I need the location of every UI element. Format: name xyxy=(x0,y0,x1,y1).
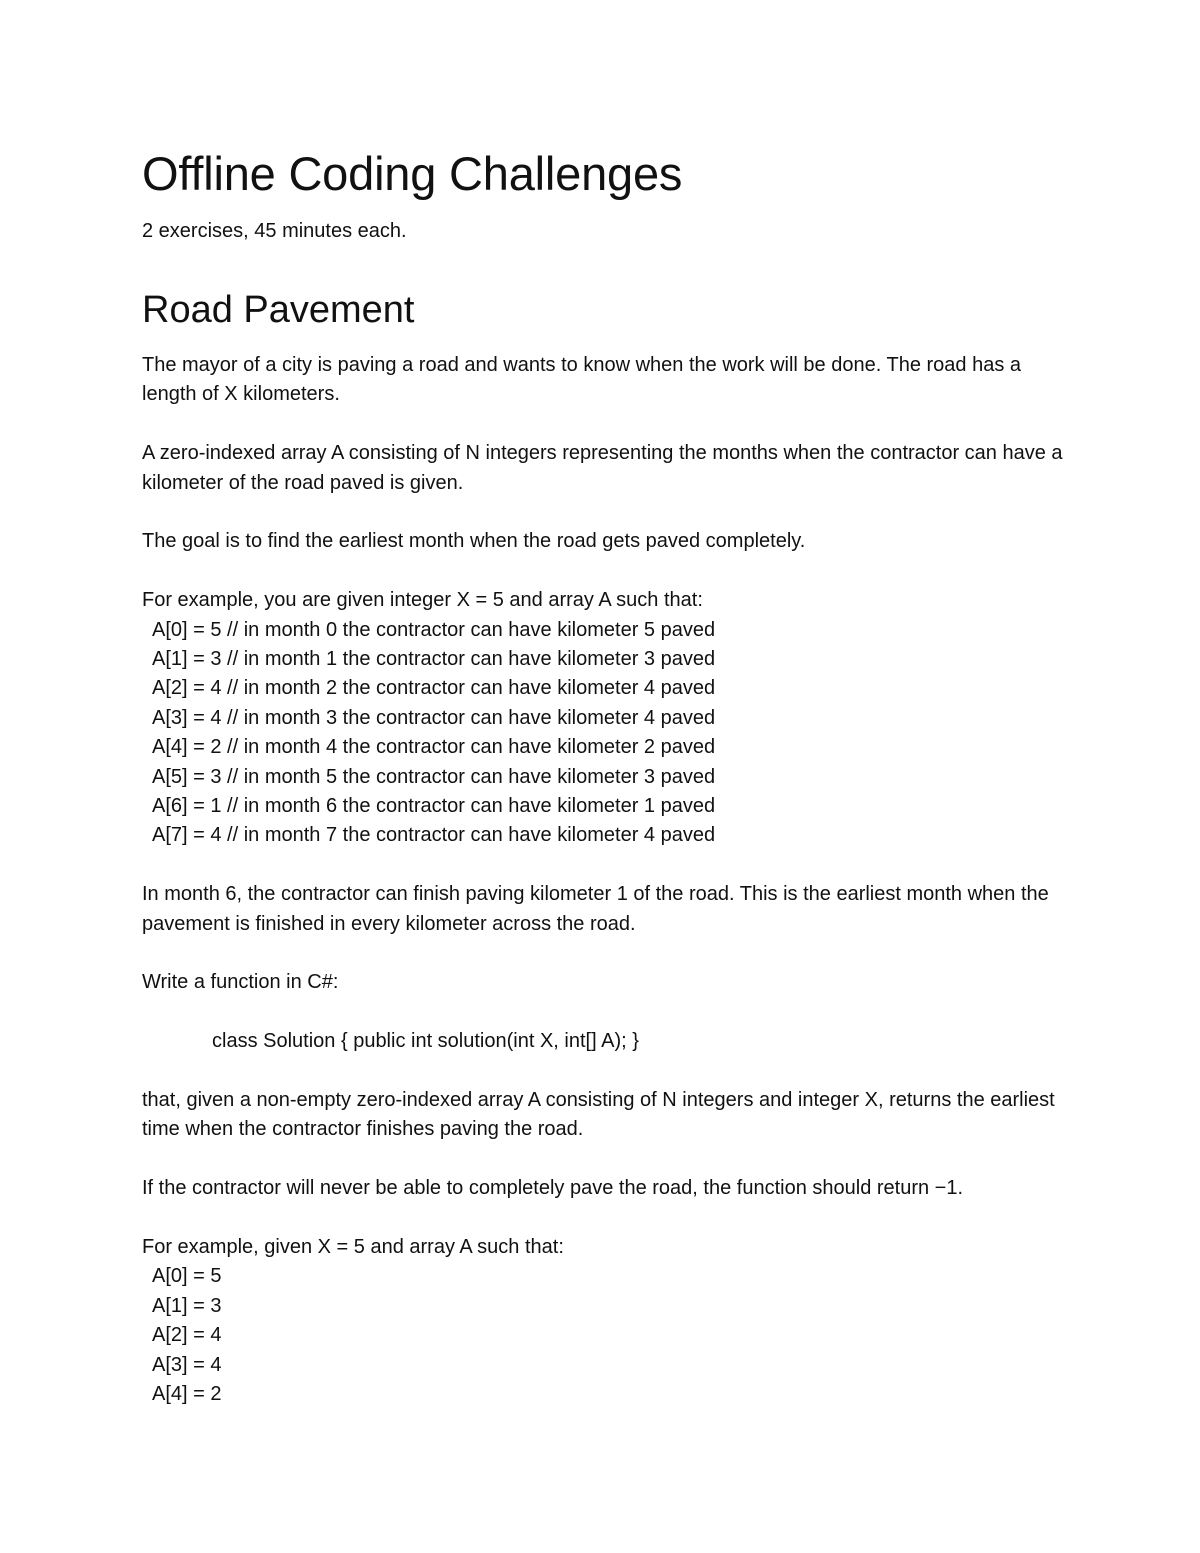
paragraph-intro-1: The mayor of a city is paving a road and wants to know when the work will be done. The road has a length of X kilometers. xyxy=(142,354,1022,406)
array-line: A[0] = 5 // in month 0 the contractor can have kilometer 5 paved xyxy=(152,618,716,641)
array-line: A[7] = 4 // in month 7 the contractor can have kilometer 4 paved xyxy=(152,824,716,847)
document-body xyxy=(142,351,1072,1409)
code-signature: class Solution { public int solution(int X, int[] A); } xyxy=(212,1030,639,1053)
paragraph-example-2-intro: For example, given X = 5 and array A such that: xyxy=(142,1236,564,1259)
array-line: A[2] = 4 xyxy=(152,1324,222,1347)
section-heading: Road Pavement xyxy=(142,289,415,331)
array-line: A[0] = 5 xyxy=(152,1265,222,1288)
paragraph-goal: The goal is to find the earliest month when the road gets paved completely. xyxy=(142,530,806,553)
paragraph-description: that, given a non-empty zero-indexed array A consisting of N integers and integer X, returns the earliest time when the contractor finishes paving the road. xyxy=(142,1089,1055,1141)
array-line: A[2] = 4 // in month 2 the contractor can have kilometer 4 paved xyxy=(152,677,716,700)
array-line: A[4] = 2 // in month 4 the contractor can have kilometer 2 paved xyxy=(152,736,716,759)
paragraph-write-function: Write a function in C#: xyxy=(142,971,339,994)
paragraph-example-intro: For example, you are given integer X = 5 and array A such that: xyxy=(142,589,703,612)
array-line: A[3] = 4 xyxy=(152,1353,222,1376)
array-line: A[4] = 2 xyxy=(152,1383,222,1406)
array-line: A[3] = 4 // in month 3 the contractor can have kilometer 4 paved xyxy=(152,706,716,729)
array-line: A[6] = 1 // in month 6 the contractor can have kilometer 1 paved xyxy=(152,795,716,818)
array-line: A[1] = 3 xyxy=(152,1294,222,1317)
example-2-list xyxy=(142,1262,1072,1409)
example-1-list xyxy=(142,616,1072,851)
subtitle: 2 exercises, 45 minutes each. xyxy=(142,220,407,242)
page-title: Offline Coding Challenges xyxy=(142,147,683,200)
paragraph-explanation: In month 6, the contractor can finish paving kilometer 1 of the road. This is the earliest month when the pavement is finished in every kilometer across the road. xyxy=(142,883,1049,935)
paragraph-never-complete: If the contractor will never be able to completely pave the road, the function should return −1. xyxy=(142,1177,964,1200)
paragraph-intro-2: A zero-indexed array A consisting of N integers representing the months when the contractor can have a kilometer of the road paved is given. xyxy=(142,442,1063,494)
array-line: A[5] = 3 // in month 5 the contractor can have kilometer 3 paved xyxy=(152,765,716,788)
array-line: A[1] = 3 // in month 1 the contractor can have kilometer 3 paved xyxy=(152,648,716,671)
